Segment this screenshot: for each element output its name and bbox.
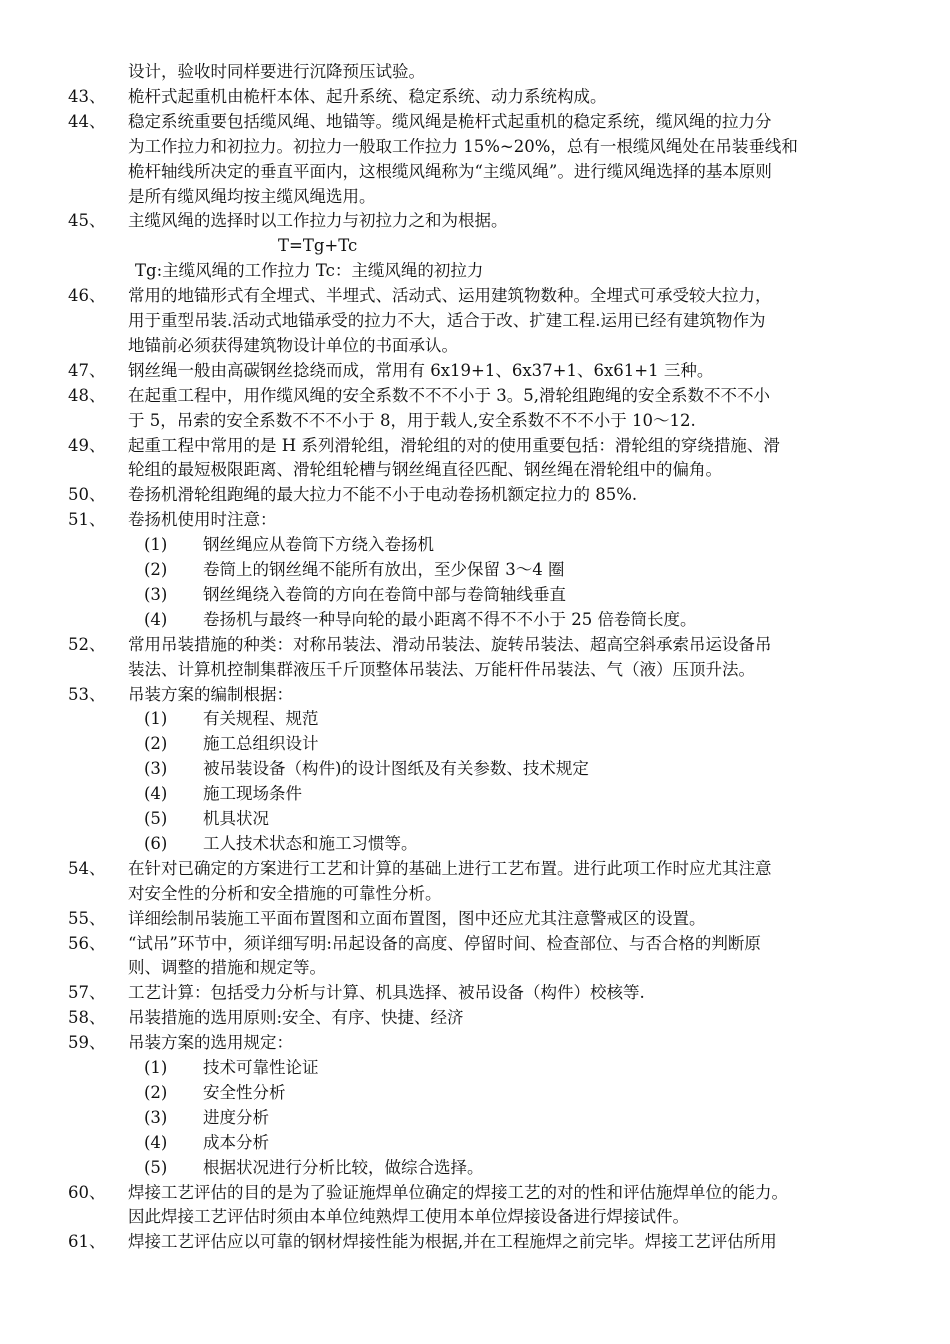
text-line — [0, 831, 950, 857]
text-line — [0, 1155, 950, 1181]
line-text: 常用吊装措施的种类：对称吊装法、滑动吊装法、旋转吊装法、超高空斜承索吊运设备吊 — [128, 634, 772, 654]
item-number: 50、 — [68, 485, 106, 505]
text-line — [0, 233, 950, 259]
item-number: 59、 — [68, 1033, 106, 1053]
text-line — [0, 358, 950, 384]
text-line — [0, 408, 950, 434]
text-line — [0, 856, 950, 882]
line-text: 工艺计算：包括受力分析与计算、机具选择、被吊设备（构件）校核等. — [128, 983, 645, 1003]
item-number: 53、 — [68, 684, 106, 704]
text-line — [0, 906, 950, 932]
line-text: 卷筒上的钢丝绳不能所有放出，至少保留 3～4 圈 — [203, 560, 565, 579]
text-line — [0, 532, 950, 558]
text-line — [0, 1055, 950, 1081]
text-line — [0, 980, 950, 1006]
item-number: 55、 — [68, 908, 106, 928]
sub-item-number: (1) — [144, 1058, 168, 1077]
text-line — [0, 1005, 950, 1031]
text-line — [0, 632, 950, 658]
text-line — [0, 333, 950, 359]
line-text: 对安全性的分析和安全措施的可靠性分析。 — [128, 883, 442, 903]
line-text: Tg:主缆风绳的工作拉力 Tc：主缆风绳的初拉力 — [135, 261, 484, 281]
item-number: 43、 — [68, 86, 106, 106]
sub-item-number: (2) — [144, 734, 168, 754]
text-line — [0, 682, 950, 708]
item-number: 47、 — [68, 360, 106, 380]
line-text: “试吊”环节中，须详细写明:吊起设备的高度、停留时间、检查部位、与否合格的判断原 — [128, 933, 761, 953]
line-text: 起重工程中常用的是 H 系列滑轮组，滑轮组的对的使用重要包括：滑轮组的穿绕措施、滑 — [128, 435, 780, 455]
item-number: 46、 — [68, 286, 106, 306]
line-text: 吊装方案的选用规定： — [128, 1033, 293, 1053]
line-text: 吊装方案的编制根据： — [128, 684, 293, 704]
text-line — [0, 134, 950, 160]
text-line — [0, 159, 950, 185]
text-line — [0, 482, 950, 508]
text-line — [0, 1030, 950, 1056]
sub-item-number: (1) — [144, 709, 168, 729]
line-text: 轮组的最短极限距离、滑轮组轮槽与钢丝绳直径匹配、钢丝绳在滑轮组中的偏角。 — [128, 460, 722, 480]
item-number: 60、 — [68, 1182, 106, 1202]
line-text: 桅杆式起重机由桅杆本体、起升系统、稳定系统、动力系统构成。 — [128, 86, 607, 106]
text-line — [0, 756, 950, 782]
text-line — [0, 607, 950, 633]
text-line — [0, 931, 950, 957]
item-number: 49、 — [68, 435, 106, 455]
text-line — [0, 1080, 950, 1106]
item-number: 52、 — [68, 634, 106, 654]
sub-item-number: (3) — [144, 1107, 168, 1127]
text-line — [0, 258, 950, 284]
text-line — [0, 433, 950, 459]
line-text: 技术可靠性论证 — [203, 1058, 319, 1077]
text-line — [0, 881, 950, 907]
line-text: 被吊装设备（构件)的设计图纸及有关参数、技术规定 — [203, 759, 589, 779]
item-number: 51、 — [68, 510, 106, 530]
line-text: 钢丝绳一般由高碳钢丝捻绕而成，常用有 6x19+1、6x37+1、6x61+1 三种。 — [128, 360, 714, 380]
line-text: 设计，验收时同样要进行沉降预压试验。 — [128, 62, 425, 81]
line-text: 在针对已确定的方案进行工艺和计算的基础上进行工艺布置。进行此项工作时应尤其注意 — [128, 858, 772, 878]
line-text: 详细绘制吊装施工平面布置图和立面布置图，图中还应尤其注意警戒区的设置。 — [128, 908, 706, 928]
line-text: 则、调整的措施和规定等。 — [128, 958, 326, 978]
line-text: 在起重工程中，用作缆风绳的安全系数不不不小于 3。5,滑轮组跑绳的安全系数不不不小 — [128, 385, 770, 405]
line-text: 钢丝绳绕入卷筒的方向在卷筒中部与卷筒轴线垂直 — [203, 584, 566, 604]
sub-item-number: (1) — [144, 535, 168, 555]
line-text: 成本分析 — [203, 1132, 269, 1152]
text-line — [0, 806, 950, 832]
item-number: 57、 — [68, 983, 106, 1003]
line-text: 于 5，吊索的安全系数不不不小于 8，用于载人,安全系数不不不小于 10～12. — [128, 410, 696, 430]
text-line — [0, 1229, 950, 1255]
line-text: 焊接工艺评估应以可靠的钢材焊接性能为根据,并在工程施焊之前完毕。焊接工艺评估所用 — [128, 1232, 777, 1252]
sub-item-number: (3) — [144, 584, 168, 604]
line-text: 卷扬机与最终一种导向轮的最小距离不得不不小于 25 倍卷筒长度。 — [203, 609, 697, 629]
sub-item-number: (4) — [144, 609, 168, 629]
line-text: 地锚前必须获得建筑物设计单位的书面承认。 — [128, 335, 458, 355]
sub-item-number: (2) — [144, 1082, 168, 1102]
line-text: 有关规程、规范 — [203, 709, 319, 729]
item-number: 54、 — [68, 858, 106, 878]
text-line — [0, 184, 950, 210]
line-text: 进度分析 — [203, 1107, 269, 1127]
item-number: 45、 — [68, 211, 106, 231]
line-text: 机具状况 — [203, 809, 269, 828]
line-text: 钢丝绳应从卷筒下方绕入卷扬机 — [203, 535, 434, 555]
line-text: 根据状况进行分析比较，做综合选择。 — [203, 1157, 484, 1177]
line-text: 卷扬机使用时注意： — [128, 510, 277, 530]
line-text: 稳定系统重要包括缆风绳、地锚等。缆风绳是桅杆式起重机的稳定系统，缆风绳的拉力分 — [128, 111, 772, 131]
line-text: 卷扬机滑轮组跑绳的最大拉力不能不小于电动卷扬机额定拉力的 85%. — [128, 485, 638, 505]
line-text: 用于重型吊装.活动式地锚承受的拉力不大，适合于改、扩建工程.运用已经有建筑物作为 — [128, 311, 766, 330]
line-text: 焊接工艺评估的目的是为了验证施焊单位确定的焊接工艺的对的性和评估施焊单位的能力。 — [128, 1182, 788, 1202]
text-line — [0, 457, 950, 483]
sub-item-number: (3) — [144, 759, 168, 779]
sub-item-number: (2) — [144, 560, 168, 579]
text-line — [0, 1130, 950, 1156]
line-text: 是所有缆风绳均按主缆风绳选用。 — [128, 186, 376, 206]
text-line — [0, 706, 950, 732]
text-line — [0, 109, 950, 135]
text-line — [0, 308, 950, 334]
line-text: 吊装措施的选用原则:安全、有序、快捷、经济 — [128, 1008, 464, 1028]
item-number: 48、 — [68, 385, 106, 405]
text-line — [0, 1105, 950, 1131]
line-text: 装法、计算机控制集群液压千斤顶整体吊装法、万能杆件吊装法、气（液）压顶升法。 — [128, 659, 755, 679]
line-text: 因此焊接工艺评估时须由本单位纯熟焊工使用本单位焊接设备进行焊接试件。 — [128, 1207, 689, 1227]
line-text: T=Tg+Tc — [278, 236, 358, 256]
line-text: 施工现场条件 — [203, 784, 302, 804]
text-line — [0, 582, 950, 608]
line-text: 工人技术状态和施工习惯等。 — [203, 833, 418, 853]
text-line — [0, 208, 950, 234]
item-number: 44、 — [68, 111, 106, 131]
text-line — [0, 557, 950, 583]
sub-item-number: (5) — [144, 1157, 168, 1177]
text-line — [0, 731, 950, 757]
text-line — [0, 84, 950, 110]
item-number: 61、 — [68, 1232, 106, 1252]
line-text: 常用的地锚形式有全埋式、半埋式、活动式、运用建筑物数种。全埋式可承受较大拉力， — [128, 286, 772, 306]
sub-item-number: (6) — [144, 833, 168, 853]
sub-item-number: (4) — [144, 784, 168, 804]
text-line — [0, 1204, 950, 1230]
line-text: 安全性分析 — [203, 1082, 286, 1102]
line-text: 为工作拉力和初拉力。初拉力一般取工作拉力 15%~20%，总有一根缆风绳处在吊装垂线和 — [128, 136, 798, 156]
text-line — [0, 59, 950, 85]
text-line — [0, 657, 950, 683]
item-number: 58、 — [68, 1008, 106, 1028]
line-text: 主缆风绳的选择时以工作拉力与初拉力之和为根据。 — [128, 211, 508, 231]
text-line — [0, 955, 950, 981]
text-line — [0, 507, 950, 533]
line-text: 施工总组织设计 — [203, 734, 319, 754]
item-number: 56、 — [68, 933, 106, 953]
text-line — [0, 1180, 950, 1206]
text-line — [0, 781, 950, 807]
sub-item-number: (5) — [144, 809, 168, 828]
sub-item-number: (4) — [144, 1132, 168, 1152]
text-line — [0, 283, 950, 309]
line-text: 桅杆轴线所决定的垂直平面内，这根缆风绳称为“主缆风绳”。进行缆风绳选择的基本原则 — [128, 161, 772, 181]
text-line — [0, 383, 950, 409]
